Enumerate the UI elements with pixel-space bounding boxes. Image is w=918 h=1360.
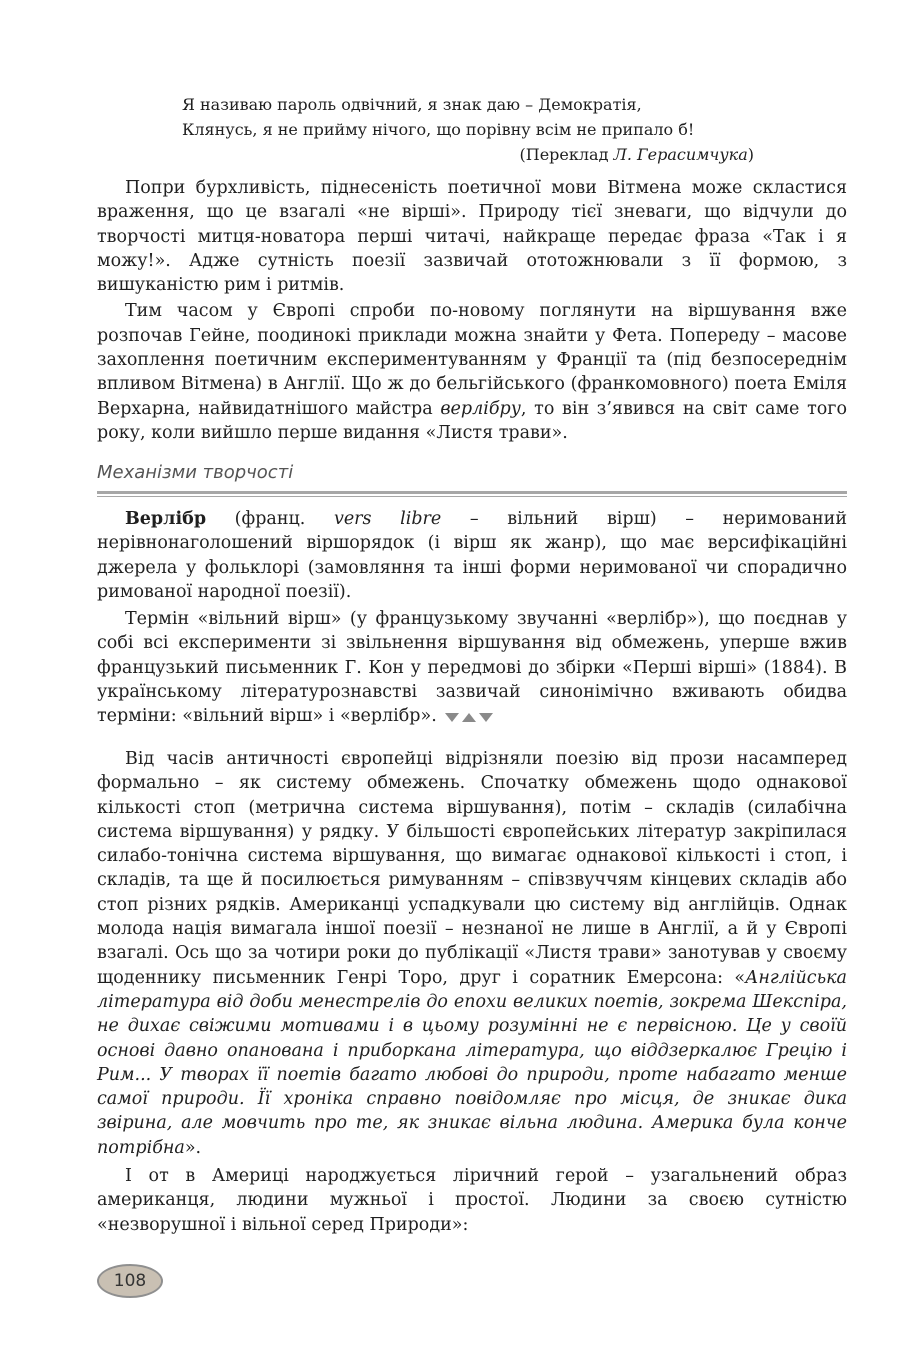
section-title: Механізми творчості [97,462,294,483]
section-rule-thick [97,491,847,494]
paragraph-4: І от в Америці народжується ліричний герой – узагальнений образ американця, людини мужньої і простої. Людини за своєю сутністю «незворушної і вільної серед Природи»: [97,1166,847,1235]
definition-box [97,507,847,729]
section-end-markers-icon [445,711,495,723]
poem-quote [182,92,754,167]
credit-author: Л. Герасимчука [613,145,748,164]
definition-part-2: – вільний вірш) – неримований нерівнонаголошений віршорядок (і вірш як жанр), що має версифікаційні джерела у фольклорі (замовляння та інші форми неримованої чи спорадично римованої народної поезії). [97,509,847,602]
term-paragraph-text: Термін «вільний вірш» (у французькому звучанні «верлібр»), що поєднав у собі всі експерименти зі звільнення віршування від обмежень, уперше вжив французький письменник Г. Кон у передмові до збірки «Перші вірші» (1884). В українському літературознавстві зазвичай синонімічно вживають обидва терміни: «вільний вірш» і «верлібр». [97,609,847,727]
section-header [97,462,847,498]
credit-suffix: ) [747,145,754,164]
paragraph-3-part-1: Від часів античності європейці відрізняли поезію від прози насамперед формально – як систему обмежень. Спочатку обмежень щодо однакової кількості стоп (метрична система віршування), потім – складів (силабічна система віршування) у рядку. У більшості європейських літератур закріпилася силабо-тонічна система віршування, що вимагає однакової кількості і стоп, і складів, та ще й посилюється римуванням – співзвуччям кінцевих складів або стоп різних рядків. Американці успадкували цю систему від англійців. Однак молода нація вимагала іншої поезії – незнаної не лише в Англії, а й у Європі взагалі. Ось що за чотири роки до публікації «Листя трави» занотував у своєму щоденнику письменник Генрі Торо, друг і соратник Емерсона: « [97,749,847,988]
poem-line-2: Клянусь, я не прийму нічого, що порівну всім не припало б! [182,120,695,139]
paragraph-1: Попри бурхливість, піднесеність поетичної мови Вітмена може скластися враження, що це взагалі «не вірші». Природу тієї зневаги, що відчули до творчості митця-новатора перші читачі, найкраще передає фраза «Так і я можу!». Адже сутність поезії зазвичай ототожнювали з її формою, з вишуканістю рим і ритмів. [97,178,847,296]
paragraph-2-part-2: , то він з’явився на світ саме того року, коли вийшло перше видання «Листя трави». [97,398,848,443]
paragraph-3-part-2: ». [184,1137,202,1158]
credit-prefix: (Переклад [519,145,614,164]
page-number: 108 [113,1271,147,1291]
term-paragraph [97,607,847,728]
main-text [97,747,847,1237]
translation-credit [182,142,754,167]
intro-text [97,176,847,445]
definition-foreign-term: vers libre [333,509,442,529]
thoreau-quote: Англійська література від доби менестрелів до епохи великих поетів, зокрема Шекспіра, не дихає свіжими мотивами і в цьому розумінні не є первісною. Це у своїй основі давно опанована і приборкана література, що віддзеркалює Грецію і Рим... У творах її поетів багато любові до природи, проте набагато менше самої природи. Її хроніка справно повідомляє про місця, де зникає дика звірина, але мовчить про те, як зникає вільна людина. Америка була конче потрібна [97,967,847,1158]
paragraph-3 [97,747,847,1160]
verlibre-term: верлібру [440,398,521,419]
section-rule-thin [97,496,847,497]
page-number-badge [97,1264,163,1298]
definition-paragraph [97,507,847,604]
definition-part-1: (франц. [206,509,334,529]
poem-line-1: Я називаю пароль одвічний, я знак даю – Демократія, [182,95,642,114]
definition-term: Верлібр [125,509,207,529]
paragraph-2-part-1: Тим часом у Європі спроби по-новому поглянути на віршування вже розпочав Гейне, поодинокі приклади можна знайти у Фета. Попереду – масове захоплення поетичним експериментуванням у Франції та (під безпосереднім впливом Вітмена) в Англії. Що ж до бельгійського (франкомовного) поета Еміля Верхарна, найвидатнішого майстра [97,301,847,419]
paragraph-2 [97,299,847,445]
